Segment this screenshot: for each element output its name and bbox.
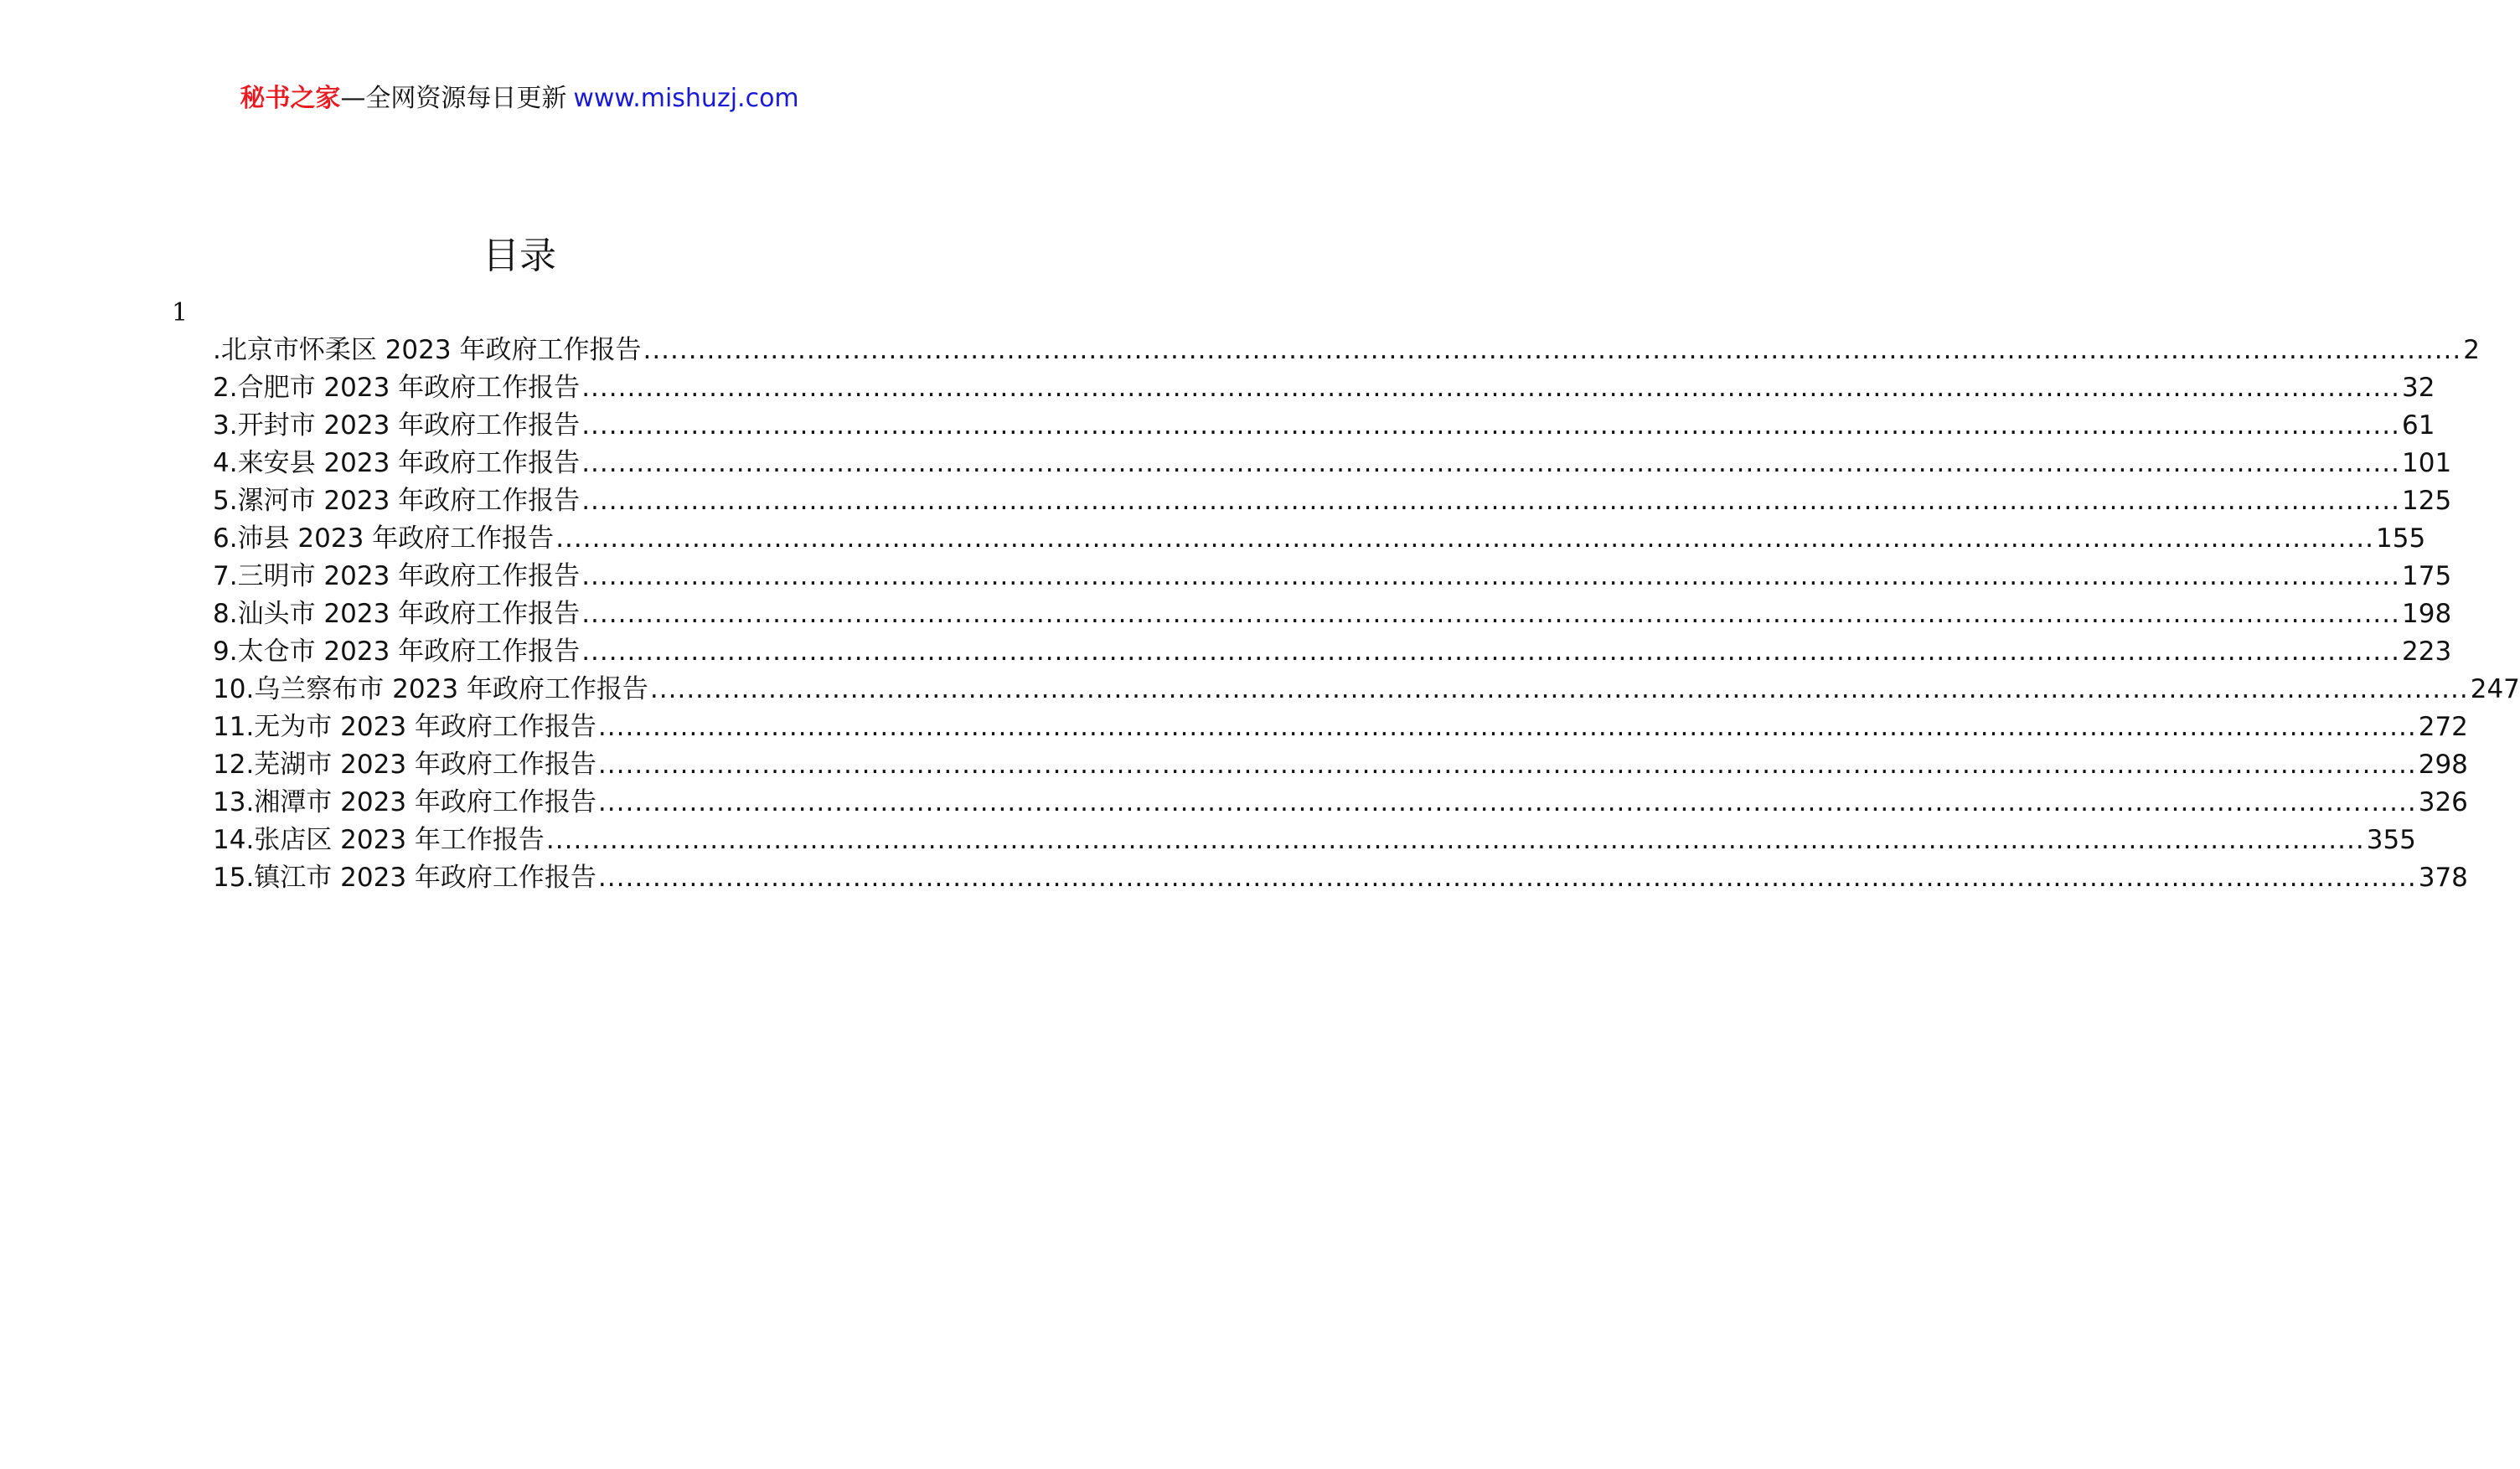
toc-entry-page-number: 2 xyxy=(2463,335,2481,365)
site-header xyxy=(0,82,1039,116)
toc-entry[interactable] xyxy=(213,709,2468,746)
toc-dot-leader: ........................................................................................................................................................................................................ xyxy=(555,523,2374,554)
toc-entry-title: 11.无为市 2023 年政府工作报告 xyxy=(213,712,596,742)
toc-dot-leader: ........................................................................................................................................................................................................ xyxy=(597,712,2417,742)
toc-entry-page-number: 378 xyxy=(2418,863,2468,893)
toc-entry-title: 8.汕头市 2023 年政府工作报告 xyxy=(213,599,581,629)
toc-entry-title: .北京市怀柔区 2023 年政府工作报告 xyxy=(213,335,642,365)
toc-entry-title: 2.合肥市 2023 年政府工作报告 xyxy=(213,373,581,403)
toc-entry[interactable] xyxy=(213,671,2520,709)
toc-dot-leader: ........................................................................................................................................................................................................ xyxy=(581,448,2400,478)
toc-entry-title: 7.三明市 2023 年政府工作报告 xyxy=(213,561,581,591)
toc-entry[interactable] xyxy=(213,520,2426,558)
toc-entry-page-number: 155 xyxy=(2376,523,2426,554)
toc-entry[interactable] xyxy=(213,407,2435,445)
toc-entry[interactable] xyxy=(213,859,2468,897)
toc-entry-title: 15.镇江市 2023 年政府工作报告 xyxy=(213,863,596,893)
toc-entry[interactable] xyxy=(213,482,2452,520)
toc-dot-leader: ........................................................................................................................................................................................................ xyxy=(581,486,2400,516)
toc-entry-title: 4.来安县 2023 年政府工作报告 xyxy=(213,448,581,478)
toc-entry[interactable] xyxy=(213,445,2452,482)
toc-dot-leader: ........................................................................................................................................................................................................ xyxy=(581,410,2400,441)
toc-entry[interactable] xyxy=(213,822,2416,859)
brand-name: 秘书之家 xyxy=(240,84,341,113)
toc-entry-page-number: 298 xyxy=(2418,750,2468,780)
toc-entry-title: 10.乌兰察布市 2023 年政府工作报告 xyxy=(213,674,648,704)
toc-entry-page-number: 223 xyxy=(2402,637,2452,667)
toc-entry-page-number: 272 xyxy=(2418,712,2468,742)
toc-dot-leader: ........................................................................................................................................................................................................ xyxy=(597,863,2417,893)
page-title: 目录 xyxy=(483,235,556,277)
toc-entry-page-number: 326 xyxy=(2418,787,2468,817)
toc-dot-leader: ........................................................................................................................................................................................................ xyxy=(581,561,2400,591)
toc-entry[interactable] xyxy=(213,595,2452,633)
toc-entry-title: 12.芜湖市 2023 年政府工作报告 xyxy=(213,750,596,780)
toc-entry[interactable] xyxy=(213,784,2468,822)
toc-entry[interactable] xyxy=(213,746,2468,784)
toc-entry-page-number: 32 xyxy=(2402,373,2435,403)
header-tagline: —全网资源每日更新 xyxy=(340,84,567,113)
toc-dot-leader: ........................................................................................................................................................................................................ xyxy=(643,335,2462,365)
toc-entry-title: 9.太仓市 2023 年政府工作报告 xyxy=(213,637,581,667)
toc-dot-leader: ........................................................................................................................................................................................................ xyxy=(597,750,2417,780)
toc-dot-leader: ........................................................................................................................................................................................................ xyxy=(649,674,2469,704)
toc-entry-page-number: 101 xyxy=(2402,448,2452,478)
toc-dot-leader: ........................................................................................................................................................................................................ xyxy=(581,599,2400,629)
toc-dot-leader: ........................................................................................................................................................................................................ xyxy=(581,637,2400,667)
toc-dot-leader: ........................................................................................................................................................................................................ xyxy=(545,825,2365,855)
toc-entry[interactable] xyxy=(213,558,2452,595)
toc-dot-leader: ........................................................................................................................................................................................................ xyxy=(581,373,2400,403)
toc-entry-page-number: 125 xyxy=(2402,486,2452,516)
list-start-number: 1 xyxy=(172,298,188,327)
toc-entry[interactable] xyxy=(213,633,2452,671)
toc-dot-leader: ........................................................................................................................................................................................................ xyxy=(597,787,2417,817)
toc-entry-page-number: 198 xyxy=(2402,599,2452,629)
table-of-contents xyxy=(213,332,2520,897)
toc-entry[interactable] xyxy=(213,332,2481,369)
site-url-link[interactable]: www.mishuzj.com xyxy=(573,84,799,113)
toc-entry-title: 5.漯河市 2023 年政府工作报告 xyxy=(213,486,581,516)
toc-entry-title: 14.张店区 2023 年工作报告 xyxy=(213,825,545,855)
toc-entry-title: 3.开封市 2023 年政府工作报告 xyxy=(213,410,581,441)
toc-entry-page-number: 61 xyxy=(2402,410,2435,441)
toc-entry-title: 13.湘潭市 2023 年政府工作报告 xyxy=(213,787,596,817)
toc-entry-page-number: 247 xyxy=(2470,674,2520,704)
toc-entry-page-number: 355 xyxy=(2366,825,2416,855)
toc-entry-title: 6.沛县 2023 年政府工作报告 xyxy=(213,523,555,554)
toc-entry-page-number: 175 xyxy=(2402,561,2452,591)
toc-entry[interactable] xyxy=(213,369,2435,407)
